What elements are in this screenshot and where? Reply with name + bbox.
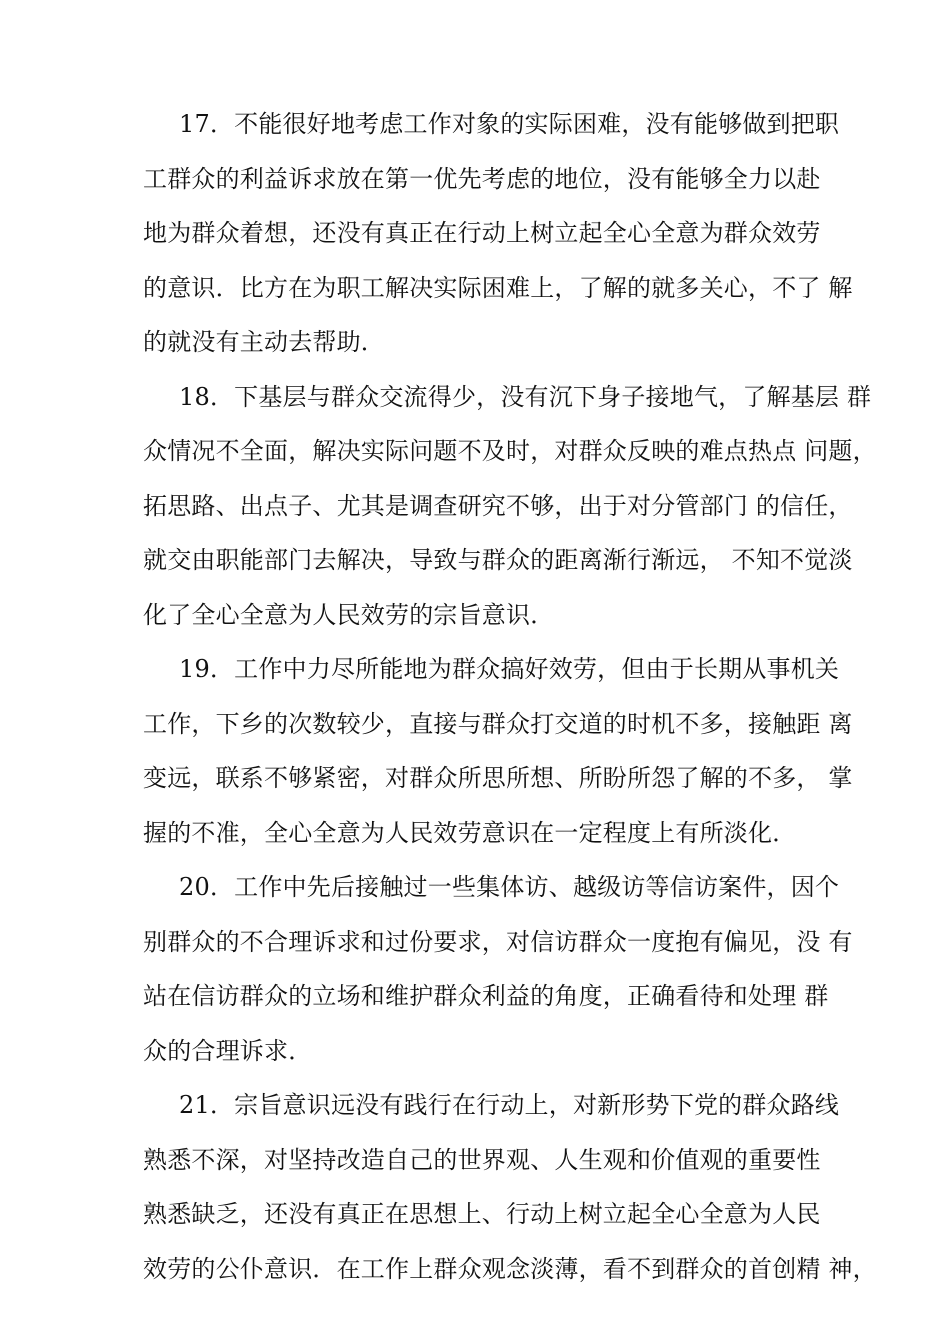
paragraph-17	[143, 97, 853, 370]
paragraph-20	[143, 860, 853, 1078]
text-line: 工作，下乡的次数较少，直接与群众打交道的时机不多，接触距 离	[143, 709, 853, 738]
text-line: 19．工作中力尽所能地为群众搞好效劳，但由于长期从事机关	[179, 655, 840, 683]
text-line: 地为群众着想，还没有真正在行动上树立起全心全意为群众效劳	[143, 219, 821, 247]
paragraph-18	[143, 370, 877, 643]
text-line: 的意识．比方在为职工解决实际困难上，了解的就多关心，不了 解	[143, 273, 853, 302]
paragraph-21	[143, 1078, 877, 1296]
text-line: 握的不准，全心全意为人民效劳意识在一定程度上有所淡化．	[143, 818, 797, 847]
text-line: 别群众的不合理诉求和过份要求，对信访群众一度抱有偏见，没 有	[143, 927, 853, 956]
text-line: 变远，联系不够紧密，对群众所思所想、所盼所怨了解的不多， 掌	[143, 764, 853, 792]
text-line: 众情况不全面，解决实际问题不及时，对群众反映的难点热点 问题，	[143, 437, 877, 465]
paragraph-19	[143, 642, 853, 860]
text-line: 工群众的利益诉求放在第一优先考虑的地位，没有能够全力以赴	[143, 164, 821, 193]
document-body	[143, 97, 877, 1296]
text-line: 化了全心全意为人民效劳的宗旨意识．	[143, 600, 555, 629]
text-line: 就交由职能部门去解决，导致与群众的距离渐行渐远， 不知不觉淡	[143, 546, 853, 574]
text-line: 熟悉缺乏，还没有真正在思想上、行动上树立起全心全意为人民	[143, 1200, 821, 1228]
text-line: 21．宗旨意识远没有践行在行动上，对新形势下党的群众路线	[179, 1091, 840, 1119]
text-line: 效劳的公仆意识．在工作上群众观念淡薄，看不到群众的首创精 神，	[143, 1254, 877, 1283]
text-line: 拓思路、出点子、尤其是调查研究不够，出于对分管部门 的信任，	[143, 491, 853, 520]
text-line: 20．工作中先后接触过一些集体访、越级访等信访案件，因个	[179, 873, 840, 901]
text-line: 站在信访群众的立场和维护群众利益的角度，正确看待和处理 群	[143, 982, 829, 1010]
text-line: 17．不能很好地考虑工作对象的实际困难，没有能够做到把职	[179, 110, 840, 138]
text-line: 18．下基层与群众交流得少，没有沉下身子接地气，了解基层 群	[179, 382, 872, 411]
text-line: 熟悉不深，对坚持改造自己的世界观、人生观和价值观的重要性	[143, 1145, 821, 1174]
text-line: 的就没有主动去帮助．	[143, 328, 385, 356]
text-line: 众的合理诉求．	[143, 1036, 313, 1065]
